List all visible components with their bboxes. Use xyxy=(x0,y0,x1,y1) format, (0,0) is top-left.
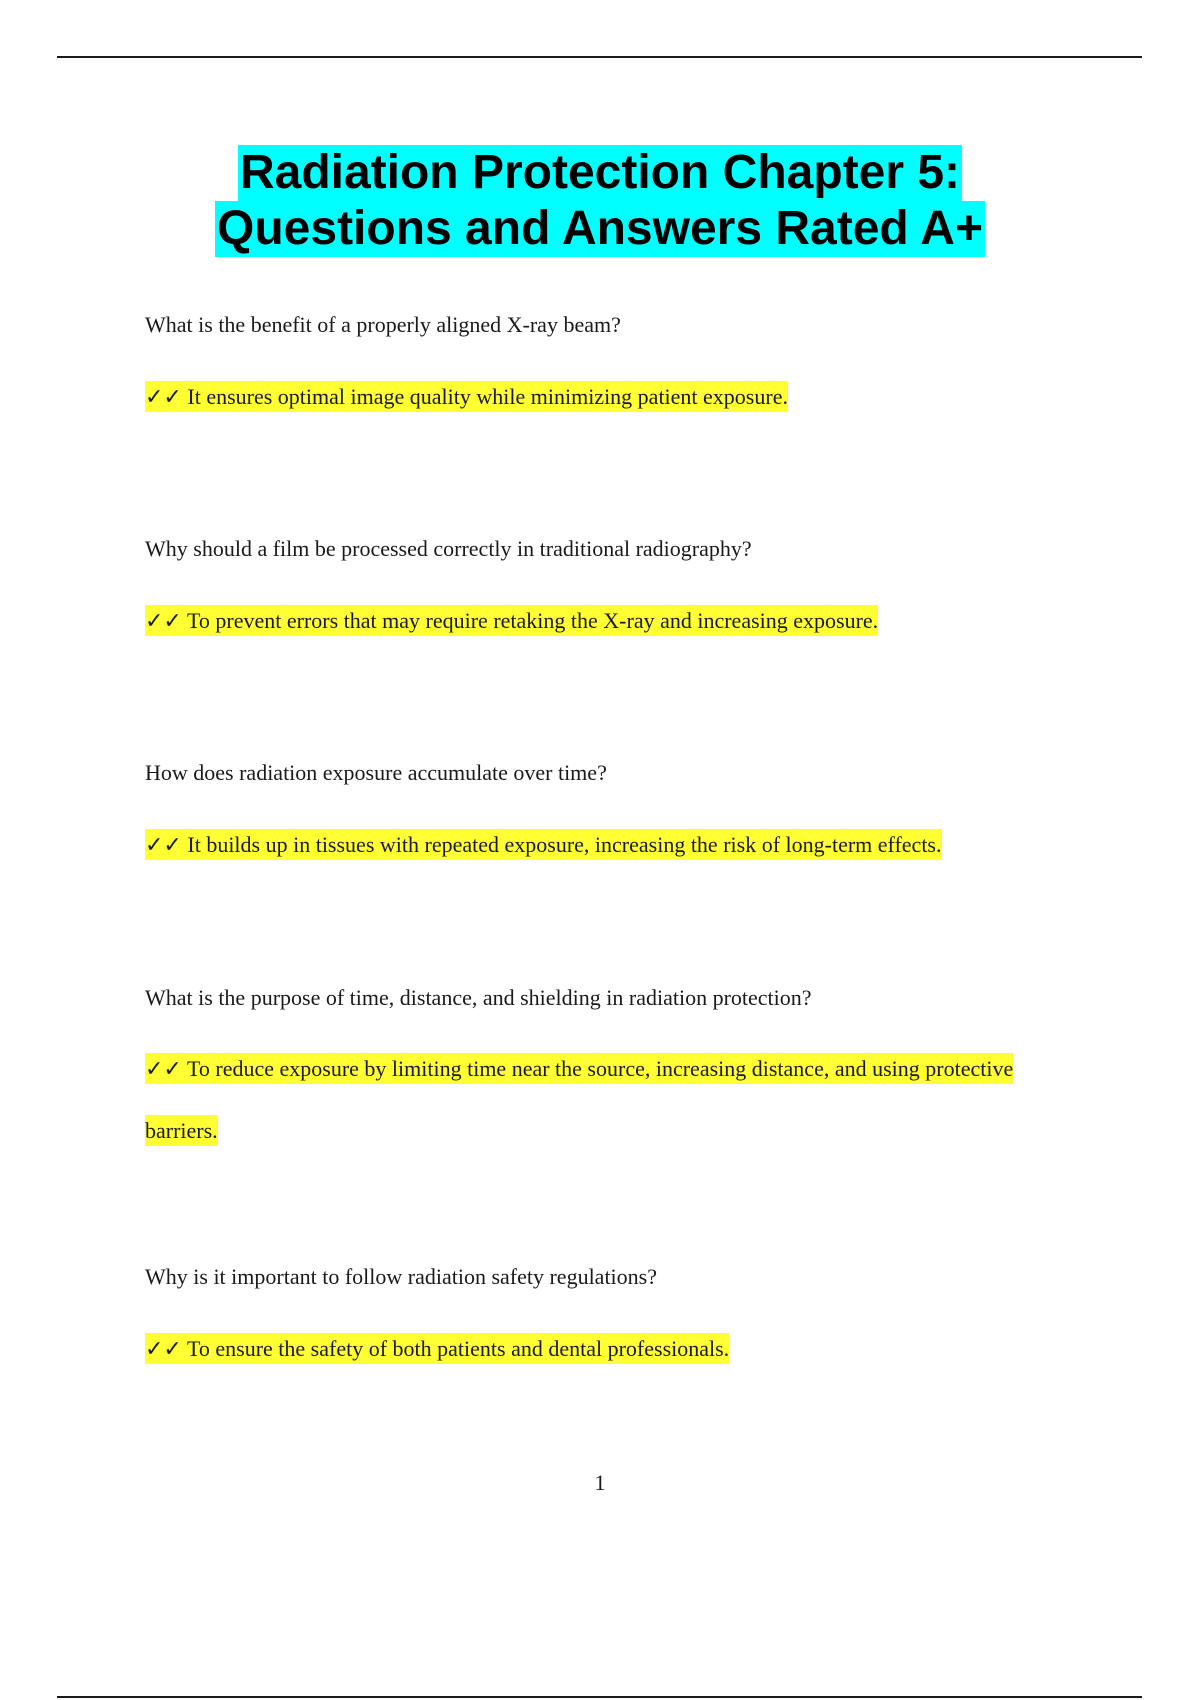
question-1: What is the benefit of a properly aligned X-ray beam? xyxy=(145,312,621,337)
answer-1-text: It ensures optimal image quality while minimizing patient exposure. xyxy=(187,384,788,409)
document-title xyxy=(0,145,1200,257)
top-rule xyxy=(57,56,1142,58)
answer-2 xyxy=(145,590,1045,652)
double-check-icon: ✓✓ xyxy=(145,1057,182,1082)
title-line-2: Questions and Answers Rated A+ xyxy=(217,202,983,255)
question-3: How does radiation exposure accumulate over time? xyxy=(145,760,607,785)
page-number: 1 xyxy=(594,1470,606,1495)
answer-3-text: It builds up in tissues with repeated exposure, increasing the risk of long-term effects. xyxy=(187,832,942,857)
answer-4-text: To reduce exposure by limiting time near the source, increasing distance, and using protective barriers. xyxy=(145,1056,1014,1143)
bottom-rule xyxy=(57,1696,1142,1698)
answer-1 xyxy=(145,366,1045,428)
answer-3 xyxy=(145,814,1045,876)
answer-5-text: To ensure the safety of both patients and dental professionals. xyxy=(186,1336,730,1361)
title-line-1: Radiation Protection Chapter 5: xyxy=(239,146,961,199)
question-2: Why should a film be processed correctly in traditional radiography? xyxy=(145,536,752,561)
double-check-icon: ✓✓ xyxy=(145,1337,182,1362)
answer-4 xyxy=(145,1038,1045,1161)
double-check-icon: ✓✓ xyxy=(145,609,182,634)
double-check-icon: ✓✓ xyxy=(145,833,182,858)
question-4: What is the purpose of time, distance, and shielding in radiation protection? xyxy=(145,985,812,1010)
answer-5 xyxy=(145,1318,1045,1380)
double-check-icon: ✓✓ xyxy=(145,385,182,410)
question-5: Why is it important to follow radiation safety regulations? xyxy=(145,1264,657,1289)
answer-2-text: To prevent errors that may require retaking the X-ray and increasing exposure. xyxy=(186,608,879,633)
